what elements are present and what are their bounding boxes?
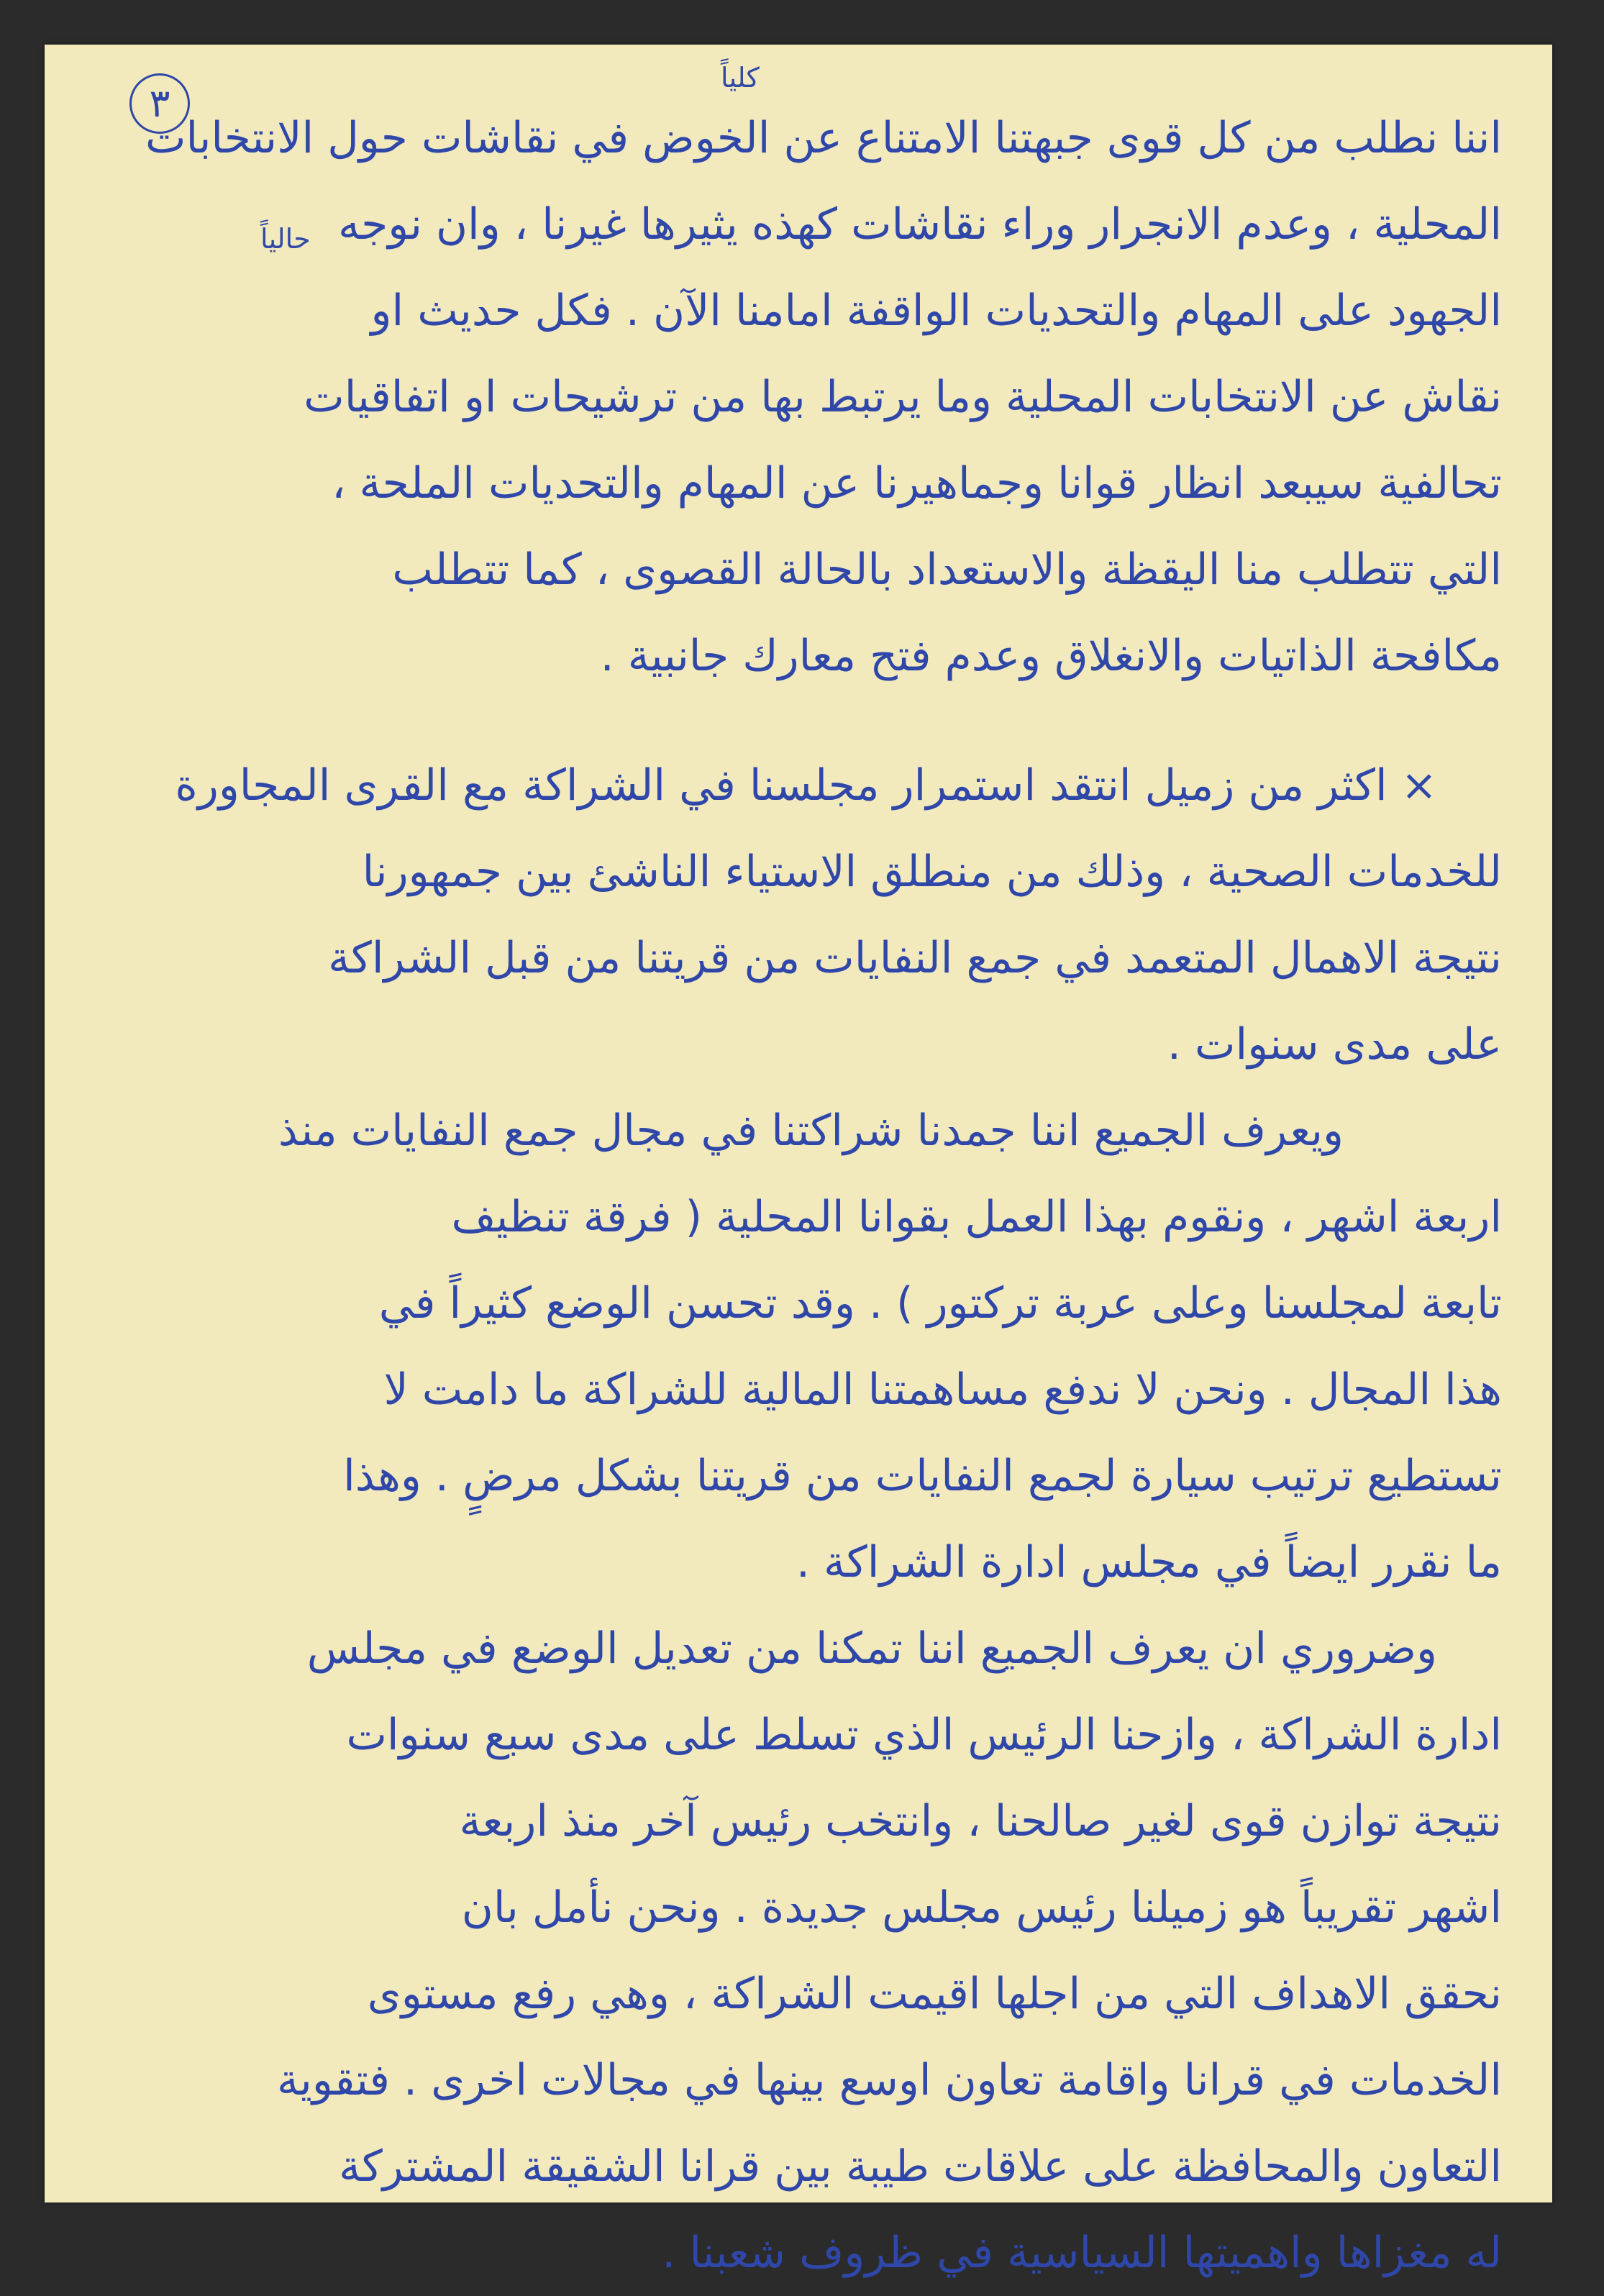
text-line: ما نقرر ايضاً في مجلس ادارة الشراكة . xyxy=(796,1537,1502,1587)
margin-annotation: حالياً xyxy=(260,223,311,255)
text-line: تابعة لمجلسنا وعلى عربة تركتور ) . وقد تحسن الوضع كثيراً في xyxy=(378,1278,1502,1329)
text-line: الجهود على المهام والتحديات الواقفة امامنا الآن . فكل حديث او xyxy=(370,286,1502,336)
text-line: ادارة الشراكة ، وازحنا الرئيس الذي تسلط على مدى سبع سنوات xyxy=(346,1710,1502,1760)
text-line: تحالفية سيبعد انظار قوانا وجماهيرنا عن المهام والتحديات الملحة ، xyxy=(332,458,1502,509)
text-line: للخدمات الصحية ، وذلك من منطلق الاستياء الناشئ بين جمهورنا xyxy=(362,847,1502,897)
text-line: نتيجة توازن قوى لغير صالحنا ، وانتخب رئيس آخر منذ اربعة xyxy=(459,1796,1502,1846)
handwritten-letter-page xyxy=(45,45,1552,2278)
text-line: اننا نطلب من كل قوى جبهتنا الامتناع عن الخوض في نقاشات حول الانتخابات xyxy=(145,113,1502,163)
text-line: هذا المجال . ونحن لا ندفع مساهمتنا المالية للشراكة ما دامت لا xyxy=(383,1365,1502,1415)
text-line: له مغزاها واهميتها السياسية في ظروف شعبنا . xyxy=(662,2228,1502,2278)
text-line: تستطيع ترتيب سيارة لجمع النفايات من قريتنا بشكل مرضٍ . وهذا xyxy=(343,1451,1502,1501)
text-line: ويعرف الجميع اننا جمدنا شراكتنا في مجال جمع النفايات منذ xyxy=(278,1106,1344,1156)
letter-body xyxy=(95,95,1502,2296)
text-line: التي تتطلب منا اليقظة والاستعداد بالحالة القصوى ، كما تتطلب xyxy=(392,545,1502,595)
text-line: اشهر تقريباً هو زميلنا رئيس مجلس جديدة . ونحن نأمل بان xyxy=(461,1882,1502,1933)
text-line: × اكثر من زميل انتقد استمرار مجلسنا في الشراكة مع القرى المجاورة xyxy=(175,760,1437,811)
page-number: ٣ xyxy=(129,73,190,134)
text-line: الخدمات في قرانا واقامة تعاون اوسع بينها في مجالات اخرى . فتقوية xyxy=(276,2055,1502,2105)
text-line: اربعة اشهر ، ونقوم بهذا العمل بقوانا المحلية ( فرقة تنظيف xyxy=(451,1192,1502,1242)
text-line: نقاش عن الانتخابات المحلية وما يرتبط بها من ترشيحات او اتفاقيات xyxy=(304,372,1502,422)
text-line: التعاون والمحافظة على علاقات طيبة بين قرانا الشقيقة المشتركة xyxy=(339,2141,1502,2192)
inserted-word-annotation: كلياً xyxy=(721,62,760,94)
text-line: نحقق الاهداف التي من اجلها اقيمت الشراكة ، وهي رفع مستوى xyxy=(367,1969,1502,2019)
text-line: على مدى سنوات . xyxy=(1167,1019,1502,1070)
text-line: نتيجة الاهمال المتعمد في جمع النفايات من قريتنا من قبل الشراكة xyxy=(328,933,1502,983)
text-line: مكافحة الذاتيات والانغلاق وعدم فتح معارك جانبية . xyxy=(600,631,1502,681)
text-line: وضروري ان يعرف الجميع اننا تمكنا من تعديل الوضع في مجلس xyxy=(306,1623,1437,1674)
text-line: المحلية ، وعدم الانجرار وراء نقاشات كهذه يثيرها غيرنا ، وان نوجه xyxy=(337,199,1502,250)
